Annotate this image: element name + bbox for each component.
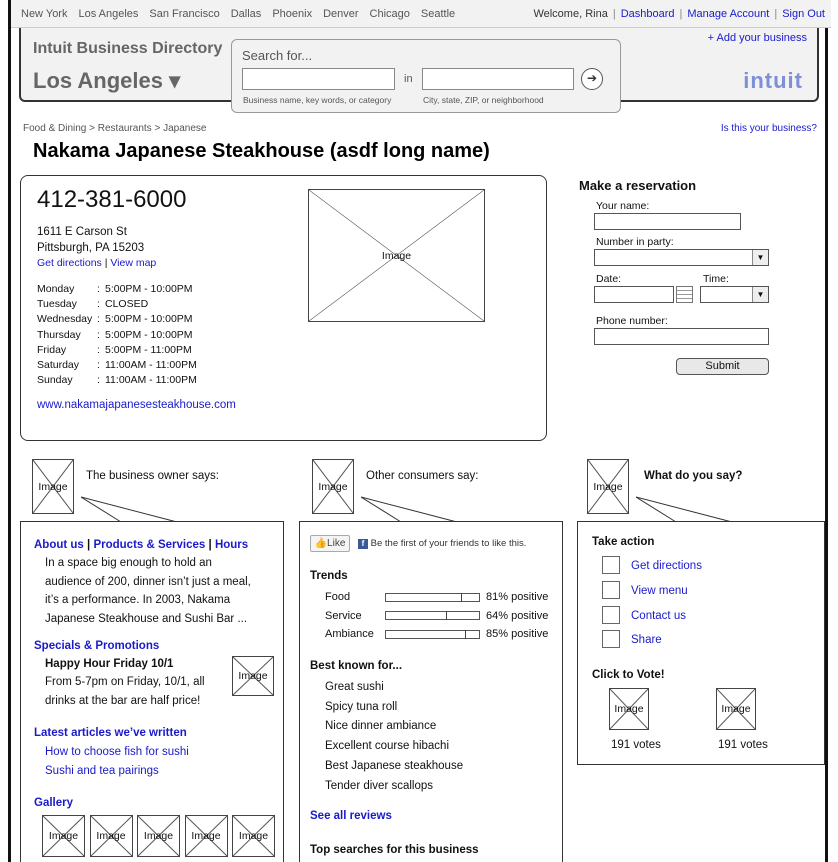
claim-business-link[interactable]: Is this your business? — [720, 123, 817, 134]
you-bubble — [577, 521, 825, 765]
city-selector[interactable]: Los Angeles ▾ — [33, 68, 181, 93]
hours-day: Friday — [37, 343, 67, 356]
hours-colon: : — [97, 283, 100, 295]
hours-day: Tuesday — [37, 298, 77, 311]
dashboard-link[interactable]: Dashboard — [620, 8, 675, 20]
breadcrumb[interactable]: Food & Dining > Restaurants > Japanese — [23, 123, 207, 134]
image-label: Image — [48, 830, 79, 842]
like-prompt — [358, 538, 526, 549]
party-label: Number in party: — [596, 236, 674, 248]
view-map-link[interactable]: View map — [110, 257, 157, 269]
owner-heading: The business owner says: — [86, 470, 219, 482]
search-what-input[interactable] — [242, 68, 395, 90]
gallery-heading[interactable]: Gallery — [34, 797, 73, 809]
article-link[interactable]: Sushi and tea pairings — [45, 764, 159, 777]
image-label: Image — [238, 830, 269, 842]
party-select[interactable] — [594, 249, 769, 266]
address-street: 1611 E Carson St — [37, 226, 127, 238]
hours-time: 5:00PM - 10:00PM — [105, 328, 193, 341]
best-known-item: Best Japanese steakhouse — [325, 759, 464, 772]
hours-table — [37, 282, 197, 388]
hours-colon: : — [97, 298, 100, 311]
city-link[interactable]: Denver — [323, 8, 359, 20]
trend-row — [325, 628, 548, 640]
trend-bar — [385, 611, 480, 620]
city-link[interactable]: Phoenix — [272, 8, 313, 20]
trend-value: 85% positive — [486, 628, 549, 640]
you-heading: What do you say? — [644, 470, 743, 482]
image-label: Image — [38, 480, 68, 493]
intuit-logo[interactable]: intuit — [743, 68, 803, 93]
owner-bubble — [20, 521, 284, 862]
city-link[interactable]: Dallas — [230, 8, 262, 20]
like-label: Like — [327, 538, 346, 549]
gallery-image[interactable] — [137, 815, 180, 857]
trend-value: 81% positive — [486, 591, 549, 603]
vote-count: 191 votes — [611, 739, 661, 751]
address — [37, 224, 144, 256]
trend-row — [325, 591, 548, 603]
hours-time: 11:00AM - 11:00PM — [105, 374, 197, 387]
best-known-heading: Best known for... — [310, 660, 403, 672]
hours-colon: : — [97, 328, 100, 341]
about-line: Japanese Steakhouse and Sushi Bar ... — [45, 612, 248, 625]
trend-bar — [385, 593, 480, 602]
hours-time: 5:00PM - 10:00PM — [105, 283, 193, 295]
articles-heading[interactable]: Latest articles we’ve written — [34, 727, 187, 739]
directions-links — [37, 257, 156, 269]
vote-option-image[interactable] — [609, 688, 649, 730]
hours-colon: : — [97, 313, 100, 326]
sign-out-link[interactable]: Sign Out — [782, 8, 825, 20]
hours-row — [37, 312, 197, 327]
happy-line: From 5-7pm on Friday, 10/1, all — [45, 676, 205, 688]
hours-colon: : — [97, 374, 100, 387]
trend-row — [325, 610, 548, 622]
trend-value: 64% positive — [486, 609, 549, 622]
user-avatar-placeholder — [587, 459, 629, 514]
image-label: Image — [721, 703, 751, 715]
search-label: Search for... — [242, 48, 313, 63]
about-us-link[interactable]: About us — [34, 539, 84, 551]
phone-label: Phone number: — [596, 315, 668, 327]
hours-day: Saturday — [37, 359, 80, 372]
thumbs-up-icon: 👍 — [314, 538, 328, 549]
separator: | — [679, 8, 683, 20]
site-header — [19, 28, 819, 105]
hours-colon: : — [97, 343, 100, 356]
trend-label: Food — [325, 591, 351, 603]
top-nav — [11, 0, 831, 28]
hours-row — [37, 358, 197, 373]
action-checkbox[interactable] — [602, 630, 620, 648]
image-label: Image — [614, 703, 644, 715]
gallery-image[interactable] — [232, 815, 275, 857]
article-link[interactable]: How to choose fish for sushi — [45, 746, 189, 758]
see-all-reviews-link[interactable]: See all reviews — [310, 810, 392, 822]
best-known-item: Great sushi — [325, 681, 384, 693]
hours-day: Monday — [37, 283, 75, 295]
city-link[interactable]: Los Angeles — [78, 8, 139, 20]
image-label: Image — [593, 480, 623, 493]
gallery-image[interactable] — [42, 815, 85, 857]
trends-heading: Trends — [310, 570, 348, 582]
hours-row — [37, 328, 197, 343]
best-known-item: Excellent course hibachi — [325, 740, 450, 753]
business-info-card — [20, 175, 547, 441]
action-checkbox[interactable] — [602, 606, 620, 624]
hours-time: 5:00PM - 10:00PM — [105, 313, 193, 326]
website-link[interactable]: www.nakamajapanesesteakhouse.com — [37, 399, 236, 411]
search-go-icon[interactable]: ➔ — [581, 68, 603, 90]
separator: | — [612, 8, 616, 20]
date-label: Date: — [596, 273, 622, 285]
hours-row — [37, 343, 197, 358]
hours-link[interactable]: Hours — [214, 539, 249, 551]
best-known-item: Spicy tuna roll — [325, 700, 398, 713]
action-checkbox[interactable] — [602, 581, 620, 599]
trend-bar-marker — [446, 611, 447, 620]
image-label: Image — [381, 249, 412, 262]
time-label: Time: — [703, 273, 729, 285]
name-field[interactable] — [594, 213, 741, 230]
facebook-icon: f — [358, 539, 368, 549]
trend-label: Ambiance — [325, 628, 374, 640]
action-view-menu[interactable]: View menu — [631, 585, 688, 597]
chevron-down-icon[interactable]: ▼ — [752, 287, 768, 302]
get-directions-link[interactable]: Get directions — [37, 257, 102, 269]
like-prompt-text: Be the first of your friends to like this. — [370, 538, 527, 549]
vote-option-image[interactable] — [716, 688, 756, 730]
action-contact-us[interactable]: Contact us — [631, 610, 686, 622]
image-label: Image — [238, 670, 268, 682]
trend-bar-marker — [461, 593, 462, 602]
page-frame — [8, 0, 828, 862]
about-text — [45, 554, 251, 628]
add-business-link[interactable]: + Add your business — [707, 32, 807, 44]
hours-time: CLOSED — [105, 298, 149, 311]
best-known-list — [325, 678, 463, 796]
hours-row — [37, 297, 197, 312]
city-link[interactable]: Chicago — [369, 8, 410, 20]
business-image-placeholder — [308, 189, 485, 322]
date-field[interactable] — [594, 286, 674, 303]
search-what-hint: Business name, key words, or category — [243, 95, 392, 105]
about-line: audience of 200, dinner isn’t just a meal, — [45, 575, 251, 588]
vote-heading: Click to Vote! — [592, 669, 665, 681]
image-label: Image — [318, 480, 348, 493]
phone-field[interactable] — [594, 328, 769, 345]
city-links — [21, 8, 455, 20]
city-link[interactable]: San Francisco — [149, 8, 220, 20]
phone-number: 412-381-6000 — [37, 186, 187, 213]
time-select[interactable] — [700, 286, 769, 303]
happy-hour-title: Happy Hour Friday 10/1 — [45, 658, 174, 670]
in-label: in — [404, 73, 413, 85]
separator: | — [774, 8, 778, 20]
name-label: Your name: — [596, 200, 650, 212]
chevron-down-icon[interactable]: ▼ — [752, 250, 768, 265]
search-where-input[interactable] — [422, 68, 574, 90]
hours-day: Thursday — [37, 328, 81, 341]
take-action-heading: Take action — [592, 536, 655, 548]
reservation-form — [579, 178, 799, 372]
happy-line: drinks at the bar are half price! — [45, 694, 201, 707]
special-image-placeholder — [232, 656, 274, 696]
city-link[interactable]: Seattle — [420, 8, 456, 20]
consumers-heading: Other consumers say: — [366, 470, 479, 482]
search-panel — [231, 39, 621, 113]
action-share[interactable]: Share — [631, 634, 662, 646]
products-link[interactable]: Products & Services — [93, 539, 206, 551]
brand-name[interactable]: Intuit Business Directory — [33, 40, 223, 57]
trend-bar — [385, 630, 480, 639]
hours-row — [37, 282, 197, 297]
trend-label: Service — [325, 609, 362, 622]
search-where-hint: City, state, ZIP, or neighborhood — [423, 95, 544, 105]
reservation-heading: Make a reservation — [579, 178, 697, 193]
article-links — [45, 743, 189, 780]
trend-bar-marker — [465, 630, 466, 639]
gallery-image[interactable] — [185, 815, 228, 857]
image-label: Image — [143, 830, 174, 842]
consumers-bubble — [299, 521, 563, 862]
page-title: Nakama Japanese Steakhouse (asdf long name) — [33, 140, 490, 162]
hours-time: 11:00AM - 11:00PM — [105, 359, 197, 372]
hours-colon: : — [97, 359, 100, 372]
action-checkbox[interactable] — [602, 556, 620, 574]
separator: | — [208, 539, 212, 551]
happy-hour-text — [45, 673, 205, 710]
like-button[interactable] — [310, 535, 350, 552]
about-line: it’s a performance. In 2003, Nakama — [45, 594, 231, 606]
hours-time: 5:00PM - 11:00PM — [105, 343, 192, 356]
image-label: Image — [191, 830, 221, 842]
vote-count: 191 votes — [718, 739, 768, 751]
separator: | — [87, 539, 91, 551]
specials-heading[interactable]: Specials & Promotions — [34, 640, 160, 652]
separator: | — [104, 257, 108, 269]
submit-button[interactable]: Submit — [676, 358, 769, 375]
city-link[interactable]: New York — [21, 8, 68, 20]
about-line: In a space big enough to hold an — [45, 557, 212, 569]
hours-day: Sunday — [37, 374, 73, 387]
image-label: Image — [96, 830, 126, 842]
owner-tabs — [34, 539, 248, 551]
top-searches-heading: Top searches for this business — [310, 844, 479, 856]
calendar-icon[interactable] — [676, 286, 693, 303]
gallery-image[interactable] — [90, 815, 133, 857]
consumer-avatar-placeholder — [312, 459, 354, 514]
welcome-text: Welcome, Rina — [533, 8, 608, 20]
account-links — [533, 8, 825, 20]
owner-avatar-placeholder — [32, 459, 74, 514]
address-city: Pittsburgh, PA 15203 — [37, 242, 145, 254]
best-known-item: Nice dinner ambiance — [325, 720, 437, 733]
manage-account-link[interactable]: Manage Account — [687, 8, 770, 20]
hours-day: Wednesday — [37, 313, 93, 326]
action-get-directions[interactable]: Get directions — [631, 560, 702, 572]
best-known-item: Tender diver scallops — [325, 779, 434, 792]
hours-row — [37, 373, 197, 388]
